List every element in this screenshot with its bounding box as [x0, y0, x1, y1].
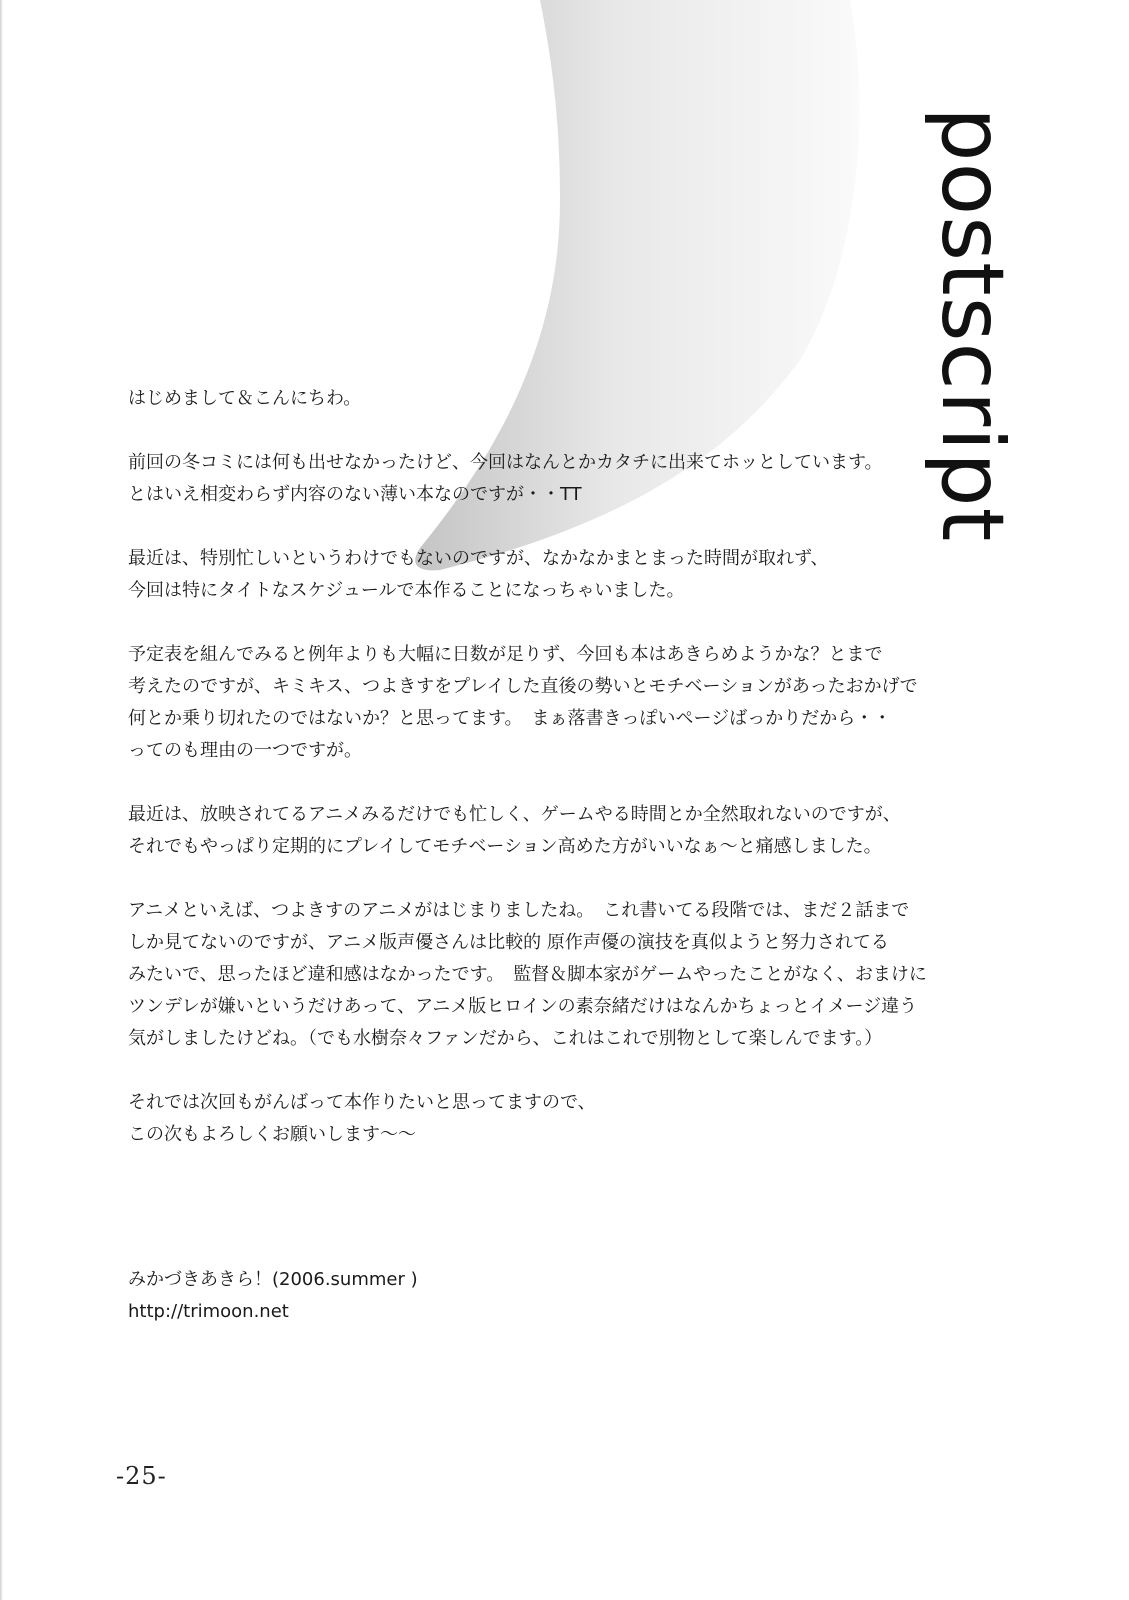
text-line: はじめまして＆こんにちわ。 [128, 388, 362, 409]
text-line: ツンデレが嫌いというだけあって、アニメ版ヒロインの素奈緒だけはなんかちょっとイメージ違う [128, 996, 918, 1017]
paragraph-schedule [128, 543, 1008, 607]
text-line: 気がしましたけどね。（でも水樹奈々ファンだから、これはこれで別物として楽しんでます。） [128, 1028, 883, 1049]
text-line: みたいで、思ったほど違和感はなかったです。 監督＆脚本家がゲームやったことがなく、おまけに [128, 964, 927, 985]
author-signature: みかづきあきら！(2006.summer ) [128, 1269, 418, 1290]
text-line: 何とか乗り切れたのではないか？と思ってます。 まぁ落書きっぽいページばっかりだから・・ [128, 708, 892, 729]
text-line: この次もよろしくお願いします～～ [128, 1124, 416, 1145]
page-number: -25- [116, 1462, 167, 1490]
text-line: アニメといえば、つよきすのアニメがはじまりましたね。 これ書いてる段階では、まだ２話まで [128, 900, 910, 921]
postscript-body [128, 383, 1008, 1183]
paragraph-greeting [128, 383, 1008, 415]
text-line: ってのも理由の一つですが。 [128, 740, 362, 761]
text-line: とはいえ相変わらず内容のない薄い本なのですが・・TT [128, 484, 582, 505]
text-line: 考えたのですが、キミキス、つよきすをプレイした直後の勢いとモチベーションがあったおかげで [128, 676, 918, 697]
page-title: postscript [922, 107, 1022, 543]
text-line: 前回の冬コミには何も出せなかったけど、今回はなんとかカタチに出来てホッとしています。 [128, 452, 883, 473]
paragraph-winter-comiket [128, 447, 1008, 511]
text-line: 今回は特にタイトなスケジュールで本作ることになっちゃいました。 [128, 580, 685, 601]
text-line: それでは次回もがんばって本作りたいと思ってますので、 [128, 1092, 596, 1113]
paragraph-tsuyokiss-anime [128, 895, 1008, 1055]
paragraph-anime-busy [128, 799, 1008, 863]
signature-block [128, 1264, 418, 1328]
paragraph-closing [128, 1087, 1008, 1151]
text-line: それでもやっぱり定期的にプレイしてモチベーション高めた方がいいなぁ～と痛感しました。 [128, 836, 882, 857]
website-url: http://trimoon.net [128, 1301, 289, 1322]
text-line: しか見てないのですが、アニメ版声優さんは比較的 原作声優の演技を真似ようと努力されてる [128, 932, 889, 953]
text-line: 最近は、放映されてるアニメみるだけでも忙しく、ゲームやる時間とか全然取れないのですが、 [128, 804, 901, 825]
text-line: 最近は、特別忙しいというわけでもないのですが、なかなかまとまった時間が取れず、 [128, 548, 829, 569]
text-line: 予定表を組んでみると例年よりも大幅に日数が足りず、今回も本はあきらめようかな？とまで [128, 644, 883, 665]
paragraph-motivation [128, 639, 1008, 767]
